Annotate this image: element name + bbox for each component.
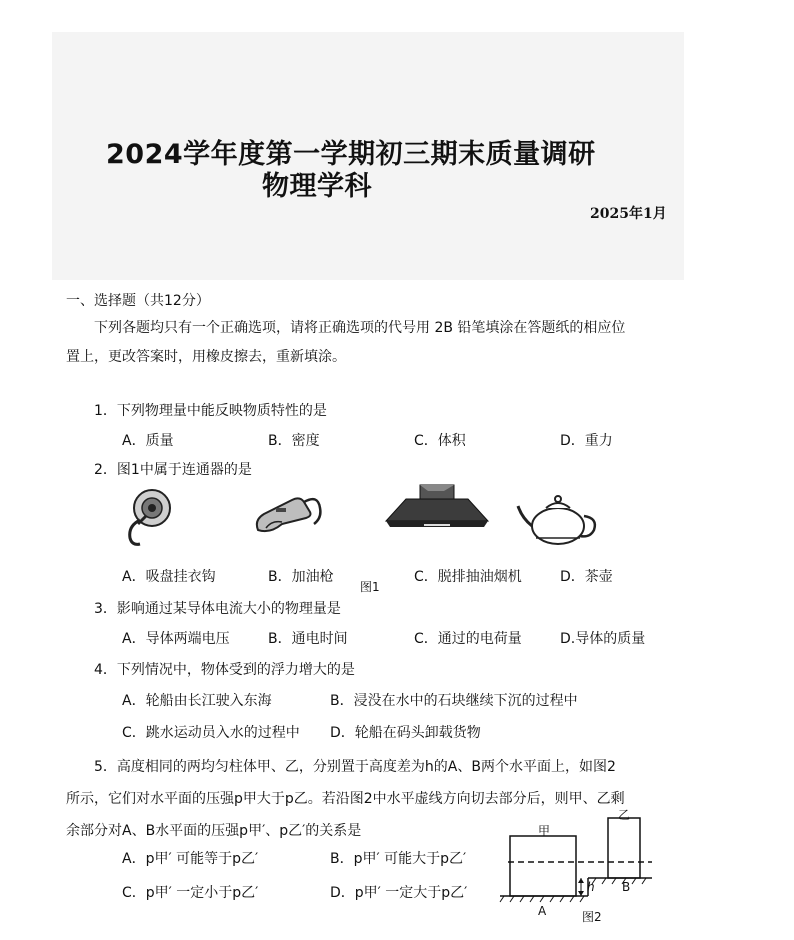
q3-option-a: A．导体两端电压	[122, 631, 230, 647]
q5-stem-line1: 5．高度相同的两均匀柱体甲、乙，分别置于高度差为h的A、B两个水平面上，如图2	[94, 759, 616, 775]
q1-option-a: A．质量	[122, 433, 174, 449]
q2-stem: 2．图1中属于连通器的是	[94, 462, 252, 478]
q5-stem-line2: 所示，它们对水平面的压强p甲大于p乙。若沿图2中水平虚线方向切去部分后，则甲、乙剩	[66, 791, 625, 807]
q2-option-c: C．脱排抽油烟机	[414, 569, 522, 585]
figure2-diagram	[496, 806, 656, 924]
q5-option-b: B．p甲′ 可能大于p乙′	[330, 851, 467, 867]
figure1-caption: 图1	[360, 580, 380, 594]
fuel-nozzle-icon	[252, 490, 326, 538]
q1-option-b: B．密度	[268, 433, 320, 449]
label-h: h	[587, 880, 595, 894]
label-b: B	[622, 880, 631, 894]
teapot-icon	[516, 490, 600, 548]
q3-option-d: D.导体的质量	[560, 631, 646, 647]
q1-option-c: C．体积	[414, 433, 466, 449]
q4-option-b: B．浸没在水中的石块继续下沉的过程中	[330, 693, 578, 709]
q4-option-d: D．轮船在码头卸载货物	[330, 725, 481, 741]
range-hood-icon	[384, 483, 490, 531]
q5-stem-line3: 余部分对A、B水平面的压强p甲′、p乙′的关系是	[66, 823, 362, 839]
exam-date: 2025年1月	[590, 206, 667, 222]
figure2-caption: 图2	[582, 910, 602, 924]
q3-stem: 3．影响通过某导体电流大小的物理量是	[94, 601, 341, 617]
q4-option-a: A．轮船由长江驶入东海	[122, 693, 272, 709]
block-yi	[608, 818, 640, 878]
q5-option-c: C．p甲′ 一定小于p乙′	[122, 885, 259, 901]
exam-title: 2024学年度第一学期初三期末质量调研	[106, 139, 596, 170]
q2-option-a: A．吸盘挂衣钩	[122, 569, 216, 585]
label-jia: 甲	[538, 824, 551, 838]
q4-stem: 4．下列情况中，物体受到的浮力增大的是	[94, 662, 355, 678]
q1-option-d: D．重力	[560, 433, 613, 449]
q3-option-b: B．通电时间	[268, 631, 348, 647]
q2-option-b: B．加油枪	[268, 569, 334, 585]
block-jia	[510, 836, 576, 896]
q1-stem: 1．下列物理量中能反映物质特性的是	[94, 403, 327, 419]
q4-option-c: C．跳水运动员入水的过程中	[122, 725, 300, 741]
suction-hook-icon	[118, 486, 178, 554]
instructions-line1: 下列各题均只有一个正确选项，请将正确选项的代号用 2B 铅笔填涂在答题纸的相应位	[94, 320, 626, 336]
q2-option-d: D．茶壶	[560, 569, 613, 585]
section-heading: 一、选择题（共12分）	[66, 293, 210, 309]
label-yi: 乙	[618, 808, 631, 822]
q5-option-a: A．p甲′ 可能等于p乙′	[122, 851, 259, 867]
q3-option-c: C．通过的电荷量	[414, 631, 522, 647]
q5-option-d: D．p甲′ 一定大于p乙′	[330, 885, 468, 901]
instructions-line2: 置上，更改答案时，用橡皮擦去，重新填涂。	[66, 349, 346, 365]
exam-subject: 物理学科	[262, 171, 372, 202]
label-a: A	[538, 904, 547, 918]
